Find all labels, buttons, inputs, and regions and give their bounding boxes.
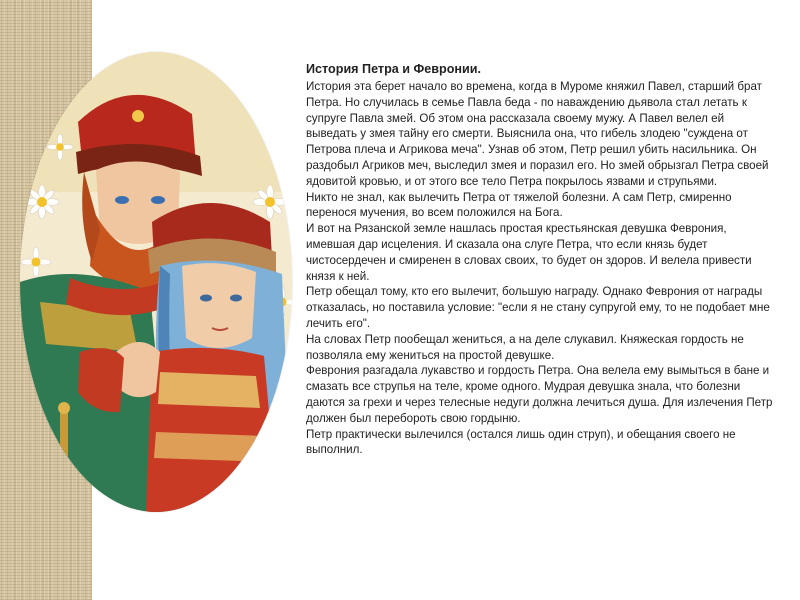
- fevronia-dress-pattern-2: [154, 432, 268, 462]
- story-paragraph: Феврония разгадала лукавство и гордость Петра. Она велела ему вымыться в бане и смазать все струпья на теле, кроме одного. Мудрая девушка знала, что болезни даются за грехи и через телесные недуги должна лечиться душа. Для излечения Петр должен был перебороть свою гордыню.: [306, 364, 773, 425]
- fevronia-eye-right: [230, 295, 242, 302]
- story-paragraph: Никто не знал, как вылечить Петра от тяжелой болезни. А сам Петр, смиренно перенося мучения, во всем положился на Бога.: [306, 190, 732, 220]
- story-paragraph: История эта берет начало во времена, когда в Муроме княжил Павел, старший брат Петра. Но случилась в семье Павла беда - по наваждению дьявола стал летать к супруге Павла змей. Об этом она рассказала своему мужу. А Павел велел ей выведать у змея тайну его смерти. Выяснила она, что гибель злодею "суждена от Петрова плеча и Агрикова меча". Узнав об этом, Петр решил убить насильника. Он раздобыл Агриков меч, выследил змея и поразил его. Но змей обрызгал Петра своей ядовитой кровью, и от этого все тело Петра покрылось язвами и струпьями.: [306, 80, 769, 188]
- story-text-block: [306, 60, 776, 458]
- fevronia-face: [182, 263, 256, 348]
- story-paragraph: Петр обещал тому, кто его вылечит, большую награду. Однако Феврония от награды отказалась, но поставила условие: "если я не стану супругой ему, то не подобает мне лечить его".: [306, 285, 770, 330]
- story-paragraphs: [306, 79, 776, 458]
- fevronia-dress-pattern: [158, 372, 260, 408]
- story-paragraph: На словах Петр пообещал жениться, а на деле слукавил. Княжеская гордость не позволяла ему жениться на простой девушке.: [306, 332, 744, 362]
- story-paragraph: Петр практически вылечился (остался лишь один струп), и обещания своего не выполнил.: [306, 427, 736, 457]
- peter-hat-jewel: [132, 110, 144, 122]
- peter-fevronia-illustration: [20, 52, 292, 512]
- story-title: История Петра и Февронии.: [306, 62, 481, 76]
- peter-eye-left: [115, 196, 129, 204]
- fevronia-eye-left: [200, 295, 212, 302]
- peter-sword-pommel: [58, 402, 70, 414]
- peter-eye-right: [151, 196, 165, 204]
- story-paragraph: И вот на Рязанской земле нашлась простая крестьянская девушка Феврония, имевшая дар исцеления. И сказала она слуге Петра, что если князь будет чистосердечен и смиренен в словах своих, то будет он здоров. И велела привести князя к ней.: [306, 222, 752, 283]
